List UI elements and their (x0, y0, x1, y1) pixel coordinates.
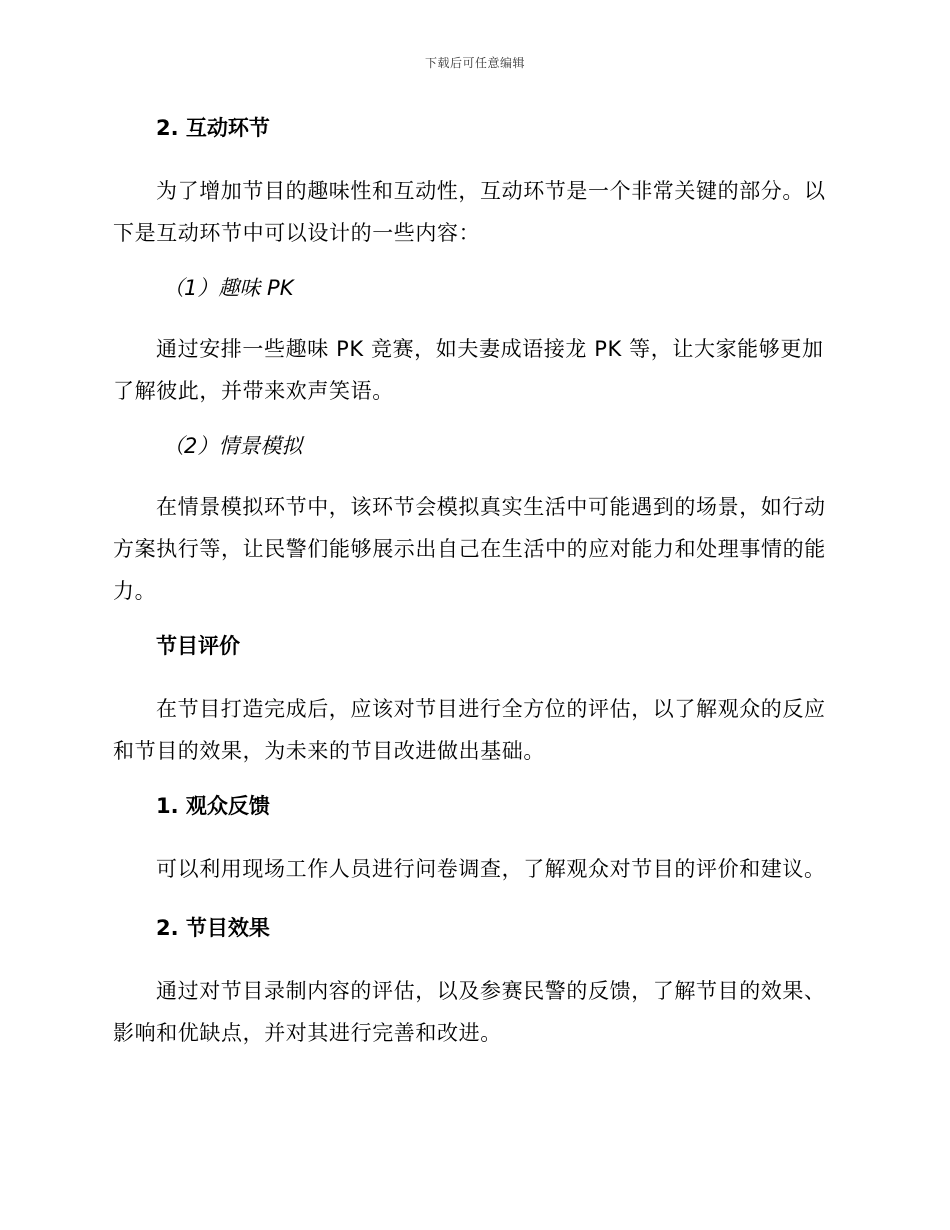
heading-interaction: 2. 互动环节 (156, 116, 270, 140)
paragraph-feedback: 可以利用现场工作人员进行问卷调查，了解观众对节目的评价和建议。 (156, 857, 826, 881)
paragraph-interaction-intro: 为了增加节目的趣味性和互动性，互动环节是一个非常关键的部分。以下是互动环节中可以设计的一些内容： (113, 179, 826, 245)
heading-feedback: 1. 观众反馈 (156, 794, 270, 818)
heading-effect: 2. 节目效果 (156, 916, 270, 940)
paragraph-pk: 通过安排一些趣味 PK 竞赛，如夫妻成语接龙 PK 等，让大家能够更加了解彼此，并带来欢声笑语。 (113, 337, 824, 403)
page-header: 下载后可任意编辑 (424, 56, 525, 70)
document-body (113, 112, 837, 1072)
subheading-scenario: （2）情景模拟 (163, 434, 303, 458)
subheading-pk: （1）趣味 PK (163, 276, 294, 300)
heading-evaluation: 节目评价 (156, 634, 240, 658)
paragraph-effect: 通过对节目录制内容的评估，以及参赛民警的反馈，了解节目的效果、影响和优缺点，并对其进行完善和改进。 (113, 979, 826, 1045)
paragraph-evaluation-intro: 在节目打造完成后，应该对节目进行全方位的评估，以了解观众的反应和节目的效果，为未来的节目改进做出基础。 (113, 697, 826, 763)
paragraph-scenario: 在情景模拟环节中，该环节会模拟真实生活中可能遇到的场景，如行动方案执行等，让民警们能够展示出自己在生活中的应对能力和处理事情的能力。 (113, 495, 826, 603)
